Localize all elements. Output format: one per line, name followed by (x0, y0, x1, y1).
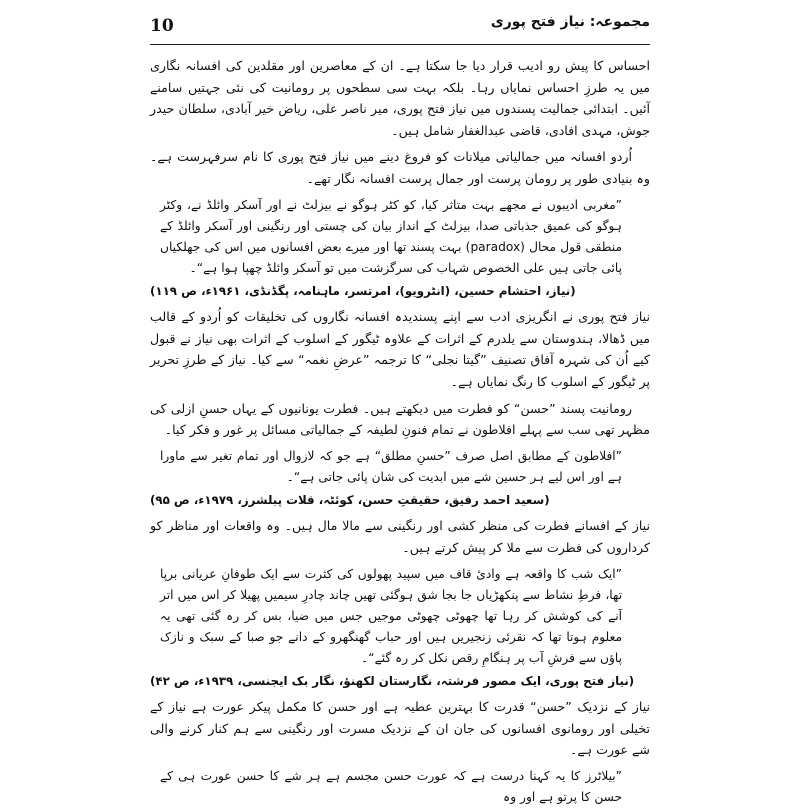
citation: (نیاز فتح پوری، ایک مصور فرشتہ، نگارستان لکھنؤ، نگار بک ایجنسی، ۱۹۳۹ء، ص ۴۲) (150, 673, 635, 688)
paragraph: اُردو افسانہ میں جمالیاتی میلانات کو فروغ دینے میں نیاز فتح پوری کا نام سرفہرست ہے۔ وہ بنیادی طور پر رومان پرست اور جمال پرست افسانہ نگار تھے۔ (150, 149, 650, 186)
page-body (150, 55, 650, 808)
page-number: 10 (150, 16, 174, 36)
citation: (نیاز، احتشام حسین، (انٹرویو)، امرتسر، ماہنامہ، پگڈنڈی، ۱۹۶۱ء، ص ۱۱۹) (150, 283, 576, 298)
paragraph: نیاز کے افسانے فطرت کی منظر کشی اور رنگینی سے مالا مال ہیں۔ وہ واقعات اور مناظر کو کرداروں کی فطرت سے ملا کر پیش کرتے ہیں۔ (150, 518, 650, 555)
block-quote: ”ایک شب کا واقعہ ہے وادیٔ قاف میں سپید پھولوں کی کثرت سے ایک طوفانِ عریانی برپا تھا، فرطِ نشاط سے پنکھڑیاں جا بجا شق ہوگئی تھیں چاند چادرِ سیمیں پھیلا کر اس میں اتر آنے کی کوشش کر رہا تھا چھوٹی چھوٹی موجیں جس میں ضیا، بس کر رہ گئی تھی یہ معلوم ہوتا تھا کہ نقرئی زنجیریں ہیں اور حباب گھنگھرو کے دانے جو صبا کے سبک و نازک پاؤں سے فرشِ آب پر ہنگامِ رقص نکل کر رہ گئے“۔ (160, 566, 622, 665)
block-quote: ”مغربی ادیبوں نے مجھے بہت متاثر کیا، کو کٹر ہوگو نے بیزلٹ نے اور آسکر وائلڈ نے، وکٹر ہوگو کی عمیق جذباتی صدا، بیزلٹ کے انداز بیان کی چستی اور رنگینی اور آسکر وائلڈ کے منطقی قول محال (paradox) بہت پسند تھا اور میرے بعض افسانوں میں اس کی جھلکیاں پائی جاتی ہیں علی الخصوص شہاب کی سرگزشت میں تو آسکر وائلڈ چھپا ہوا ہے“۔ (160, 197, 622, 275)
citation: (سعید احمد رفیق، حقیقتِ حسن، کوئٹہ، قلات پبلشرز، ۱۹۷۹ء، ص ۹۵) (150, 492, 550, 507)
paragraph: احساس کا پیش رو ادیب قرار دیا جا سکتا ہے۔ ان کے معاصرین اور مقلدین کی افسانہ نگاری میں یہ طرزِ احساس نمایاں رہا۔ بلکہ بہت سی سطحوں پر رومانیت کی نئی جہتیں سامنے آئیں۔ ابتدائی جمالیت پسندوں میں نیاز فتح پوری، میر ناصر علی، ریاض خیر آبادی، سلطان حیدر جوش، مہدی افادی، قاضی عبدالغفار شامل ہیں۔ (150, 58, 650, 138)
paragraph: نیاز کے نزدیک ”حسن“ قدرت کا بہترین عطیہ ہے اور حسن کا مکمل پیکر عورت ہے نیاز کے تخیلی اور رومانوی افسانوں کی جان ان کے نزدیک مسرت اور رنگینی سے ہم کنار کرنے والی شے عورت ہے۔ (150, 699, 650, 758)
running-title: مجموعہ: نیاز فتح پوری (490, 14, 650, 30)
page-header (150, 14, 650, 45)
block-quote: ”افلاطون کے مطابق اصل صرف ”حسنِ مطلق“ ہے جو کہ لازوال اور تمام تغیر سے ماورا ہے اور اس لیے ہر حسین شے میں ابدیت کی شان پائی جاتی ہے“۔ (160, 448, 622, 484)
paragraph: نیاز فتح پوری نے انگریزی ادب سے اپنے پسندیدہ افسانہ نگاروں کی تخلیقات کو اُردو کے قالب میں ڈھالا، ہندوستان سے یلدرم کے اثرات کے علاوہ ٹیگور کے اسلوب کے اثرات بھی نیاز نے قبول کیے اُن کی شہرہ آفاق تصنیف ”گیتا نجلی“ کا ترجمہ ”عرضِ نغمہ“ سے کیا۔ نیاز کے طرزِ تحریر پر ٹیگور کے اسلوب کا رنگ نمایاں ہے۔ (150, 309, 650, 389)
paragraph: رومانیت پسند ”حسن“ کو فطرت میں دیکھتے ہیں۔ فطرت یونانیوں کے یہاں حسنِ ازلی کی مظہر تھی سب سے پہلے افلاطون نے تمام فنونِ لطیفہ کے جمالیاتی مسائل پر غور و فکر کیا۔ (150, 400, 650, 438)
block-quote: ”بیلاٹرز کا یہ کہنا درست ہے کہ عورت حسن مجسم ہے ہر شے کا حسن عورت ہی کے حسن کا پرتو ہے اور وہ (160, 768, 622, 804)
